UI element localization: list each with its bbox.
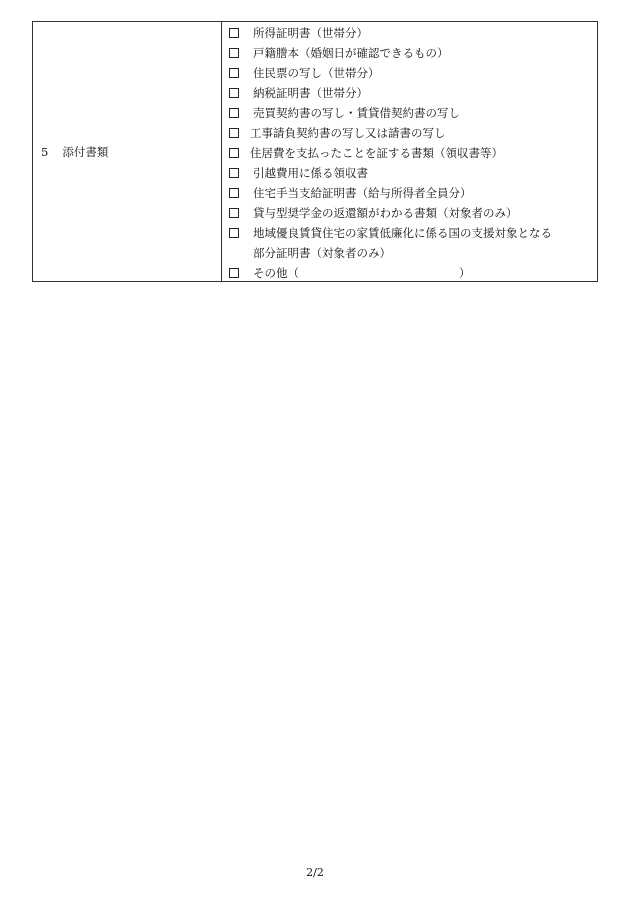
checklist-item: [222, 223, 597, 243]
checklist-item-label: 納税証明書（世帯分）: [253, 86, 368, 100]
checklist-item: [222, 203, 597, 223]
page-number: 2/2: [306, 866, 324, 879]
checklist-item: [222, 143, 597, 163]
checklist-item: [222, 163, 597, 183]
checkbox[interactable]: [229, 108, 239, 118]
section-label-cell: [33, 22, 222, 281]
other-close-paren: ）: [459, 266, 471, 280]
checkbox[interactable]: [229, 28, 239, 38]
other-open-paren: その他（: [253, 266, 299, 280]
checklist-item-other: [222, 263, 597, 283]
checklist-item: [222, 43, 597, 63]
checkbox[interactable]: [229, 148, 239, 158]
section-number: 5: [41, 144, 49, 159]
section-label: 添付書類: [62, 144, 109, 159]
checklist-item-label: 貸与型奨学金の返還額がわかる書類（対象者のみ）: [253, 206, 518, 220]
checklist-item-label: 部分証明書（対象者のみ）: [253, 246, 391, 260]
checklist-item-label: 所得証明書（世帯分）: [253, 26, 368, 40]
checkbox[interactable]: [229, 68, 239, 78]
checklist-item: [222, 83, 597, 103]
checklist-item-label: 引越費用に係る領収書: [253, 166, 368, 180]
checklist-item-continuation: [222, 243, 597, 263]
checkbox[interactable]: [229, 208, 239, 218]
checkbox[interactable]: [229, 228, 239, 238]
checklist-item: [222, 103, 597, 123]
checklist-item: [222, 183, 597, 203]
checkbox[interactable]: [229, 168, 239, 178]
checklist-item-label: 地域優良賃貸住宅の家賃低廉化に係る国の支援対象となる: [253, 226, 552, 240]
checklist-item-label: 住居費を支払ったことを証する書類（領収書等）: [250, 146, 503, 160]
checklist-item-label: 売買契約書の写し・賃貸借契約書の写し: [253, 106, 460, 120]
checkbox[interactable]: [229, 88, 239, 98]
checkbox[interactable]: [229, 128, 239, 138]
checklist-item-label: 戸籍謄本（婚姻日が確認できるもの）: [253, 46, 449, 60]
checklist-item-label: 住民票の写し（世帯分）: [253, 66, 380, 80]
checklist-item: [222, 63, 597, 83]
checkbox[interactable]: [229, 268, 239, 278]
checkbox[interactable]: [229, 188, 239, 198]
checkbox[interactable]: [229, 48, 239, 58]
checklist-item: [222, 123, 597, 143]
checklist-item: [222, 23, 597, 43]
attachment-documents-table: [32, 21, 598, 282]
checklist-item-label: 工事請負契約書の写し又は請書の写し: [250, 126, 446, 140]
checklist-item-label: 住宅手当支給証明書（給与所得者全員分）: [253, 186, 472, 200]
checklist: [222, 22, 597, 281]
